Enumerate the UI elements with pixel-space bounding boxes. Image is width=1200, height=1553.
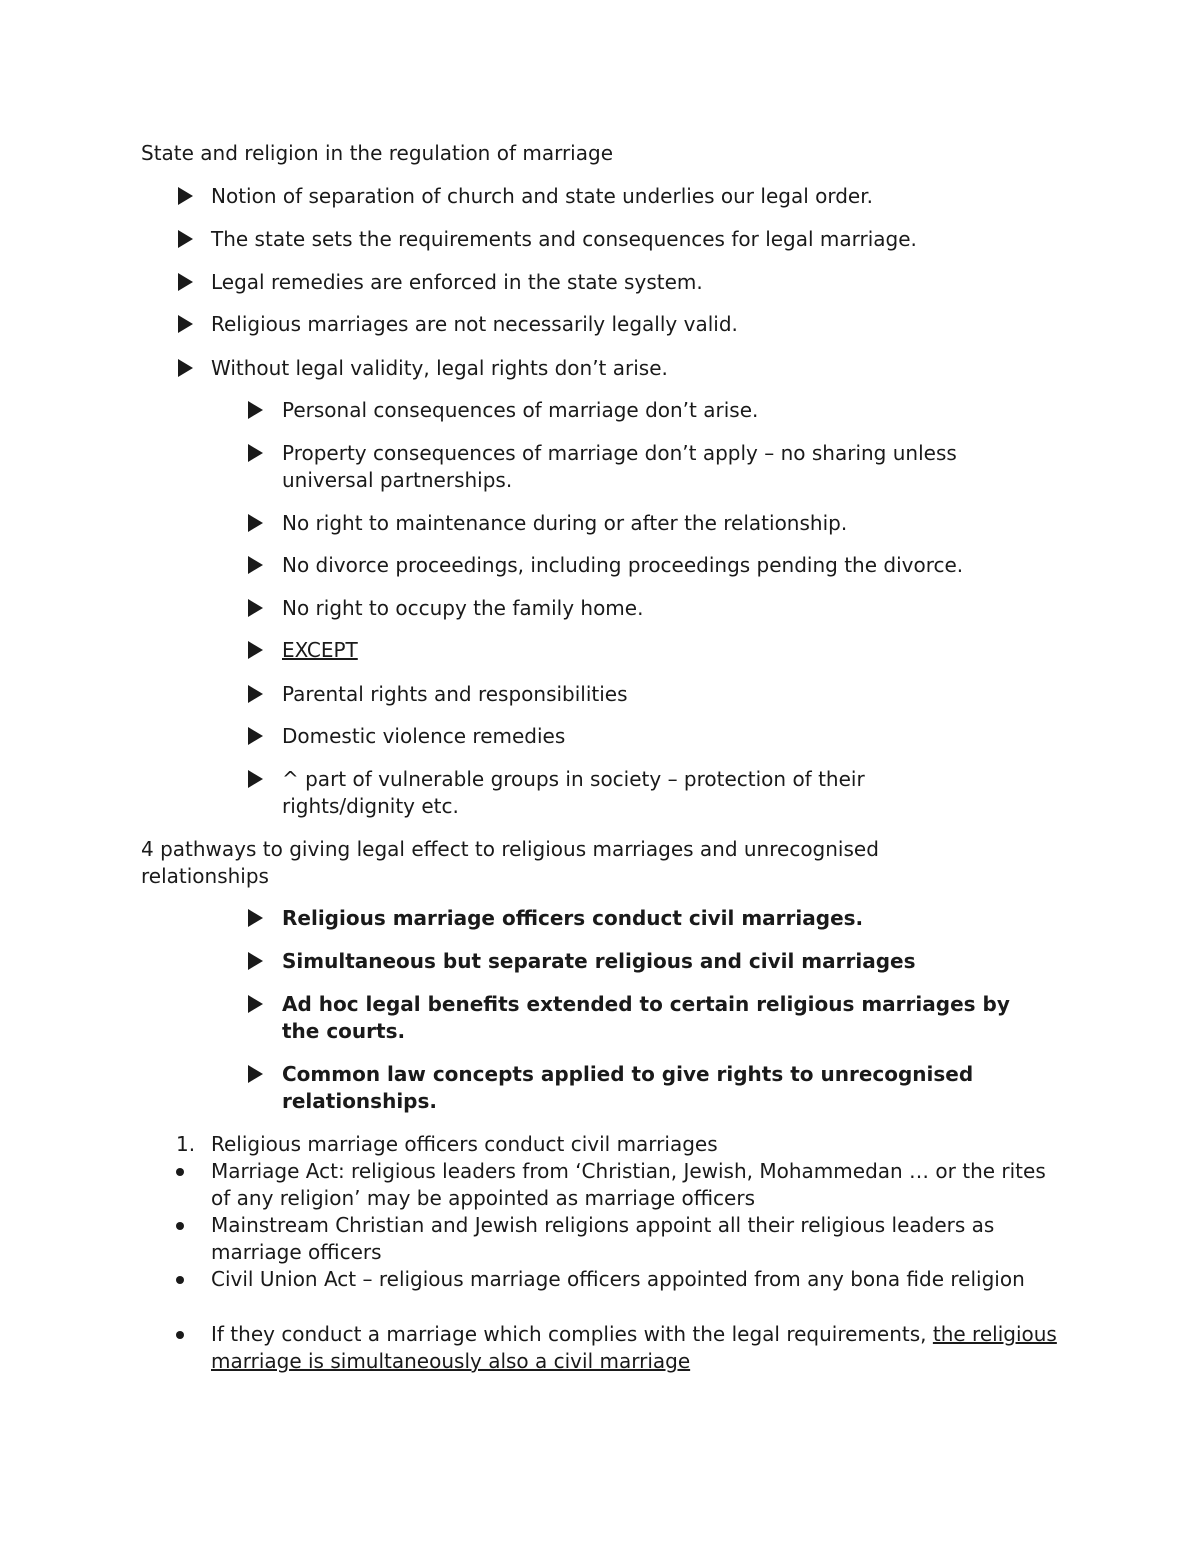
section-heading: State and religion in the regulation of marriage xyxy=(141,141,613,165)
arrow-bullet-icon xyxy=(248,952,263,970)
arrow-bullet-icon xyxy=(248,599,263,617)
arrow-bullet-icon xyxy=(248,909,263,927)
arrow-bullet-icon xyxy=(248,556,263,574)
arrow-bullet-icon xyxy=(178,230,193,248)
bullet-dot-icon xyxy=(176,1331,184,1339)
bullet-dot-icon xyxy=(176,1168,184,1176)
section-heading: 4 pathways to giving legal effect to religious marriages and unrecognised relationships xyxy=(141,837,886,888)
arrow-bullet-icon xyxy=(178,187,193,205)
arrow-bullet-icon xyxy=(178,315,193,333)
arrow-bullet-icon xyxy=(248,641,263,659)
arrow-bullet-icon xyxy=(248,401,263,419)
numbered-item-title: Religious marriage officers conduct civil marriages xyxy=(211,1132,718,1156)
arrow-bullet-icon xyxy=(248,995,263,1013)
bullet-dot-icon xyxy=(176,1276,184,1284)
underlined-conclusion: the religious marriage is simultaneously also a civil marriage xyxy=(211,1322,1057,1373)
arrow-bullet-icon xyxy=(248,1065,263,1083)
arrow-bullet-icon xyxy=(248,770,263,788)
arrow-bullet-icon xyxy=(248,727,263,745)
arrow-bullet-icon xyxy=(248,444,263,462)
except-label: EXCEPT xyxy=(282,638,358,662)
arrow-bullet-icon xyxy=(248,514,263,532)
bullet-dot-icon xyxy=(176,1222,184,1230)
list-number: 1. xyxy=(176,1132,196,1156)
document-page: State and religion in the regulation of marriage Notion of separation of church and state underlies our legal order. The state sets the requirements and consequences for legal marriage. Legal remedies are enforced in the state system. Religious marriages are not necessarily legally valid. Without legal validity, legal rights don’t arise. Personal consequences of marriage don’t arise. Property consequences of marriage don’t apply – no sharing unless universal partnerships. No right to maintenance during or after the relationship. No divorce proceedings, including proceedings pending the divorce. No right to occupy the family home. EXCEPT Parental rights and responsibilities Domestic violence remedies ^ part of vulnerable groups in society – protection of their rights/dignity etc. 4 pathways to giving legal effect to religious marriages and unrecognised relationships Religious marriage officers conduct civil marriages. Simultaneous but separate religious and civil marriages Ad hoc legal benefits extended to certain religious marriages by the courts. Common law concepts applied to give rights to unrecognised relationships. 1. Religious marriage officers conduct civil marriages Marriage Act: religious leaders from ‘Christian, Jewish, Mohammedan … or the rites of any religion’ may be appointed as marriage officers Mainstream Christian and Jewish religions appoint all their religious leaders as marriage officers Civil Union Act – religious marriage officers appointed from any bona fide religion If they conduct a marriage which complies with the legal requirements, the religious marriage is simultaneously also a civil marriage xyxy=(0,0,1200,1553)
arrow-bullet-icon xyxy=(178,273,193,291)
arrow-bullet-icon xyxy=(248,685,263,703)
arrow-bullet-icon xyxy=(178,359,193,377)
